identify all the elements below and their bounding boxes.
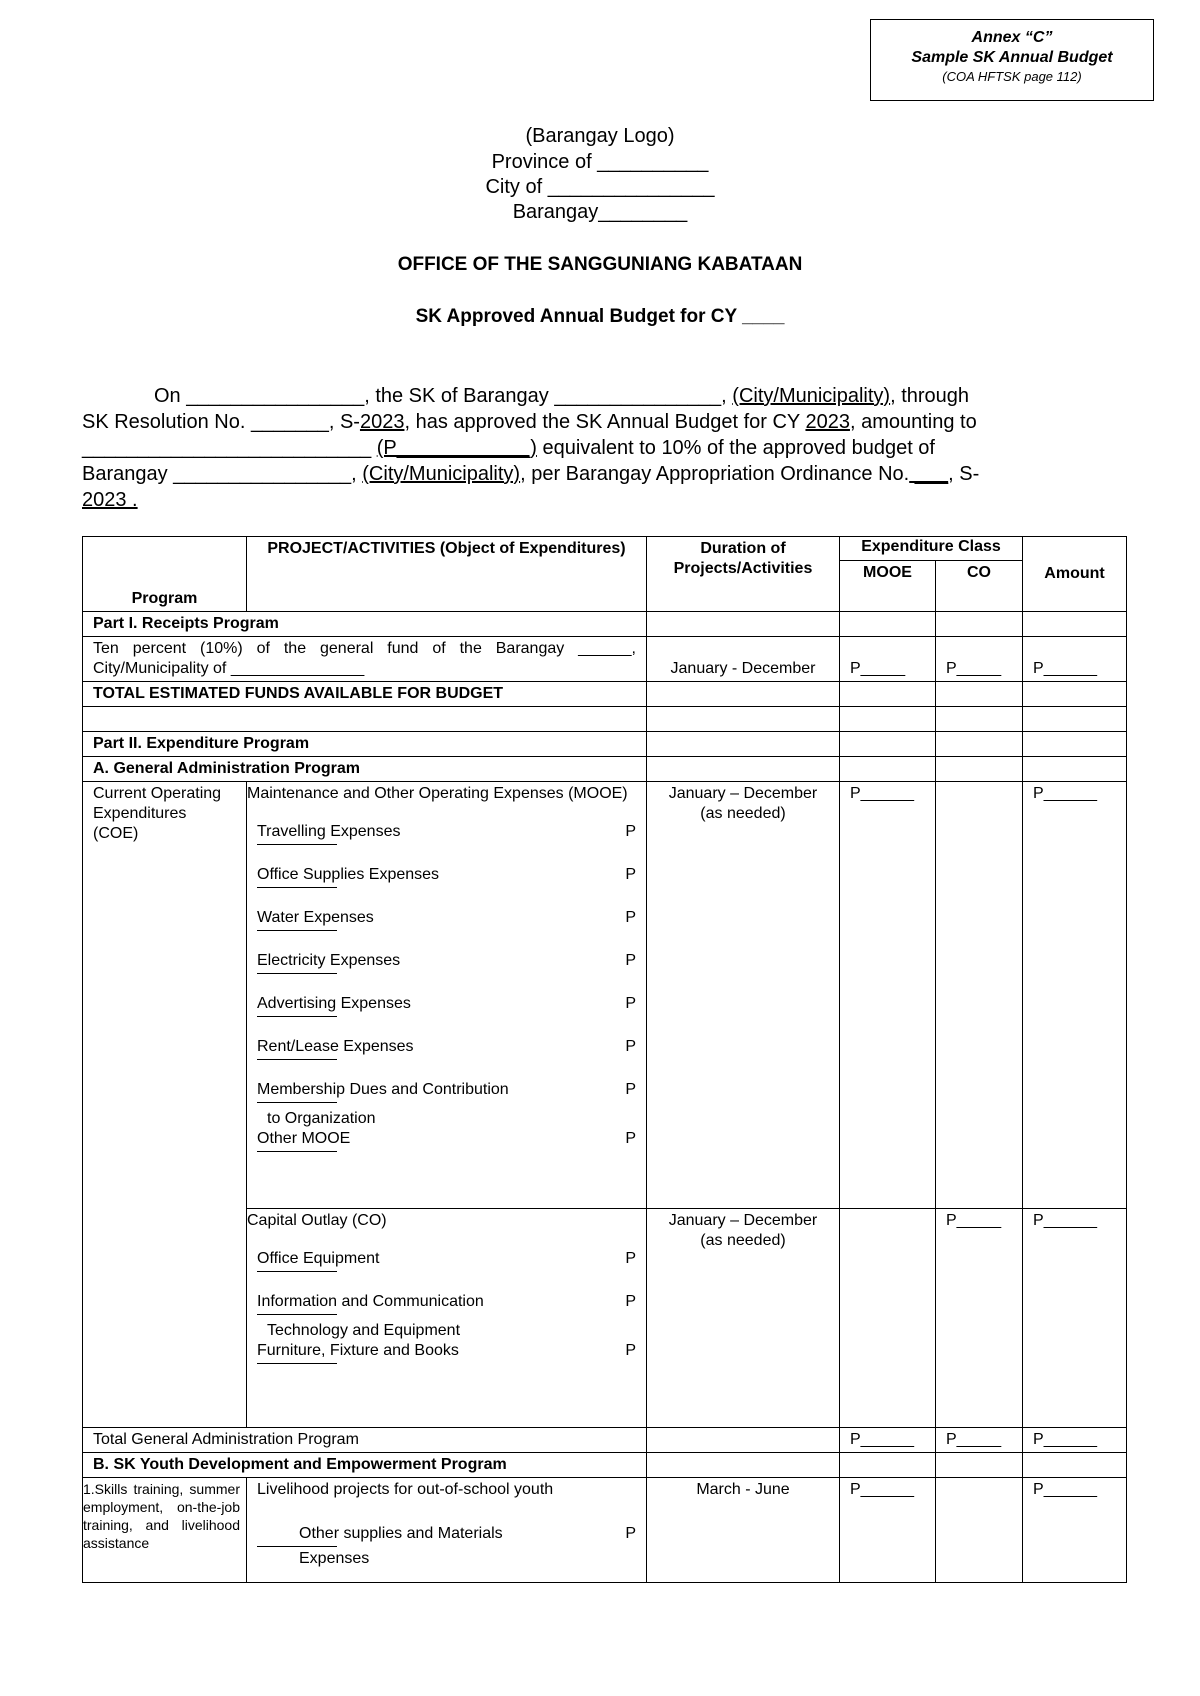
co-duration: January – December (as needed) [647, 1209, 840, 1428]
item-name: Advertising Expenses [257, 995, 411, 1012]
item-name: Other supplies and Materials [299, 1525, 503, 1542]
table-row [83, 757, 1127, 782]
intro-text: Barangay ________________, [82, 463, 363, 485]
province-line: Province of __________ [491, 151, 709, 173]
intro-text: On ________________, the SK of Barangay _______________, [154, 385, 733, 407]
intro-text: (City/Municipality) [362, 463, 521, 485]
barangay-logo-placeholder: (Barangay Logo) [525, 125, 675, 147]
item-blank-line [257, 844, 337, 845]
intro-text: (P____________) [376, 437, 537, 459]
table-row [83, 682, 1127, 707]
list-item [257, 1080, 636, 1123]
item-blank-line [257, 1102, 337, 1103]
budget-title: SK Approved Annual Budget for CY ____ [415, 306, 785, 327]
table-row [83, 1478, 1127, 1583]
item-p-mark: P [625, 1525, 636, 1542]
item-blank-line [257, 1059, 337, 1060]
header-project: PROJECT/ACTIVITIES (Object of Expenditures) [247, 537, 647, 612]
item-blank-line [257, 1363, 337, 1364]
item-p-mark: P [625, 866, 636, 883]
mooe-duration: January – December (as needed) [647, 782, 840, 1209]
mooe-title: Maintenance and Other Operating Expenses (MOOE) [247, 785, 628, 802]
intro-text: , S- [948, 463, 980, 485]
total-funds-label: TOTAL ESTIMATED FUNDS AVAILABLE FOR BUDGET [83, 682, 647, 707]
item-blank-line [257, 1016, 337, 1017]
ten-percent-duration: January - December [647, 637, 840, 682]
co-amount-value: P______ [1023, 1209, 1127, 1428]
item-name: Membership Dues and Contribution [257, 1081, 509, 1098]
annex-title: Sample SK Annual Budget [911, 49, 1113, 66]
item-name: Travelling Expenses [257, 823, 401, 840]
intro-text: SK Resolution No. _______, S- [82, 411, 360, 433]
co-item-list [247, 1249, 636, 1384]
item-blank-line [257, 930, 337, 931]
intro-text: equivalent to 10% of the approved budget of [536, 437, 935, 459]
intro-paragraph [82, 383, 1110, 513]
list-item [257, 908, 636, 951]
livelihood-amount: P______ [1023, 1478, 1127, 1583]
co-co-value: P_____ [936, 1209, 1023, 1428]
item-name: Information and Communication [257, 1293, 484, 1310]
item-p-mark: P [625, 1130, 636, 1147]
item-name: Furniture, Fixture and Books [257, 1342, 459, 1359]
annex-box [870, 19, 1154, 101]
ten-percent-amount: P______ [1023, 637, 1127, 682]
item-blank-line [257, 973, 337, 974]
section-b-label: B. SK Youth Development and Empowerment Program [83, 1453, 647, 1478]
livelihood-duration: March - June [647, 1478, 840, 1583]
item-blank-line [257, 1151, 337, 1152]
part2-label: Part II. Expenditure Program [83, 732, 647, 757]
mooe-mooe-value: P______ [840, 782, 936, 1209]
total-general-mooe: P______ [840, 1428, 936, 1453]
table-header-row [83, 537, 1127, 561]
header-expenditure-class: Expenditure Class [840, 537, 1023, 561]
ten-percent-co: P_____ [936, 637, 1023, 682]
item-blank-line [257, 1546, 337, 1547]
intro-text: __________________________ [82, 437, 377, 459]
part1-label: Part I. Receipts Program [83, 612, 647, 637]
intro-text: 2023 [359, 411, 405, 433]
list-item [257, 994, 636, 1037]
item-name: Office Equipment [257, 1250, 380, 1267]
item-p-mark: P [625, 952, 636, 969]
intro-text: 2023 . [82, 489, 138, 511]
list-item [257, 1341, 636, 1384]
item-p-mark: P [625, 995, 636, 1012]
table-row [83, 1428, 1127, 1453]
mooe-cell [247, 782, 647, 1209]
mooe-amount-value: P______ [1023, 782, 1127, 1209]
livelihood-title: Livelihood projects for out-of-school youth [257, 1481, 554, 1498]
ten-percent-label: Ten percent (10%) of the general fund of the Barangay ______, City/Municipality of _______________ [83, 637, 647, 682]
item-name: Water Expenses [257, 909, 374, 926]
intro-text: , has approved the SK Annual Budget for CY [404, 411, 806, 433]
item-name: Office Supplies Expenses [257, 866, 440, 883]
co-cell [247, 1209, 647, 1428]
technology-equipment-label: Technology and Equipment [267, 1322, 461, 1339]
item-p-mark: P [625, 1342, 636, 1359]
intro-text: 2023 [805, 411, 850, 433]
list-item [257, 1249, 636, 1292]
item-blank-line [257, 1314, 337, 1315]
expenses-label: Expenses [299, 1550, 370, 1567]
barangay-line: Barangay________ [512, 201, 688, 223]
table-row [83, 612, 1127, 637]
co-title: Capital Outlay (CO) [247, 1212, 387, 1229]
total-general-admin-label: Total General Administration Program [83, 1428, 647, 1453]
intro-text: , amounting to [849, 411, 977, 433]
intro-text: (City/Municipality) [732, 385, 891, 407]
intro-text: , per Barangay Appropriation Ordinance No. [520, 463, 910, 485]
to-organization-label: to Organization [267, 1110, 376, 1127]
table-row [83, 732, 1127, 757]
table-row [83, 1453, 1127, 1478]
mooe-item-list [247, 822, 636, 1172]
list-item [257, 1037, 636, 1080]
list-item [257, 1524, 636, 1567]
livelihood-cell [247, 1478, 647, 1583]
office-title: OFFICE OF THE SANGGUNIANG KABATAAN [397, 254, 803, 275]
item-name: Electricity Expenses [257, 952, 401, 969]
city-line: City of _______________ [485, 176, 715, 198]
section-a-label: A. General Administration Program [83, 757, 647, 782]
list-item [257, 1129, 636, 1172]
annex-label: Annex “C” [971, 29, 1053, 46]
item-name: Rent/Lease Expenses [257, 1038, 414, 1055]
header-duration: Duration of Projects/Activities [647, 537, 840, 612]
header-mooe: MOOE [840, 561, 936, 612]
item-p-mark: P [625, 1081, 636, 1098]
skills-program-label: 1.Skills training, summer employment, on-the-job training, and livelihood assistance [83, 1478, 247, 1583]
table-row [83, 707, 1127, 732]
table-row [83, 782, 1127, 1209]
intro-text: , through [890, 385, 970, 407]
item-p-mark: P [625, 1250, 636, 1267]
item-name: Other MOOE [257, 1130, 351, 1147]
total-general-co: P_____ [936, 1428, 1023, 1453]
item-p-mark: P [625, 1293, 636, 1310]
livelihood-mooe: P______ [840, 1478, 936, 1583]
header-co: CO [936, 561, 1023, 612]
item-p-mark: P [625, 1038, 636, 1055]
item-blank-line [257, 1271, 337, 1272]
list-item [257, 1292, 636, 1335]
intro-text: ___ [909, 463, 949, 485]
list-item [257, 951, 636, 994]
list-item [257, 865, 636, 908]
item-p-mark: P [625, 823, 636, 840]
item-blank-line [257, 887, 337, 888]
coe-label: Current Operating Expenditures (COE) [83, 782, 247, 1428]
list-item [257, 822, 636, 865]
item-p-mark: P [625, 909, 636, 926]
table-row [83, 637, 1127, 682]
annex-reference: (COA HFTSK page 112) [942, 69, 1082, 84]
header-program: Program [83, 537, 247, 612]
budget-table [82, 536, 1127, 1583]
ten-percent-mooe: P_____ [840, 637, 936, 682]
header-amount: Amount [1023, 537, 1127, 612]
total-general-amount: P______ [1023, 1428, 1127, 1453]
